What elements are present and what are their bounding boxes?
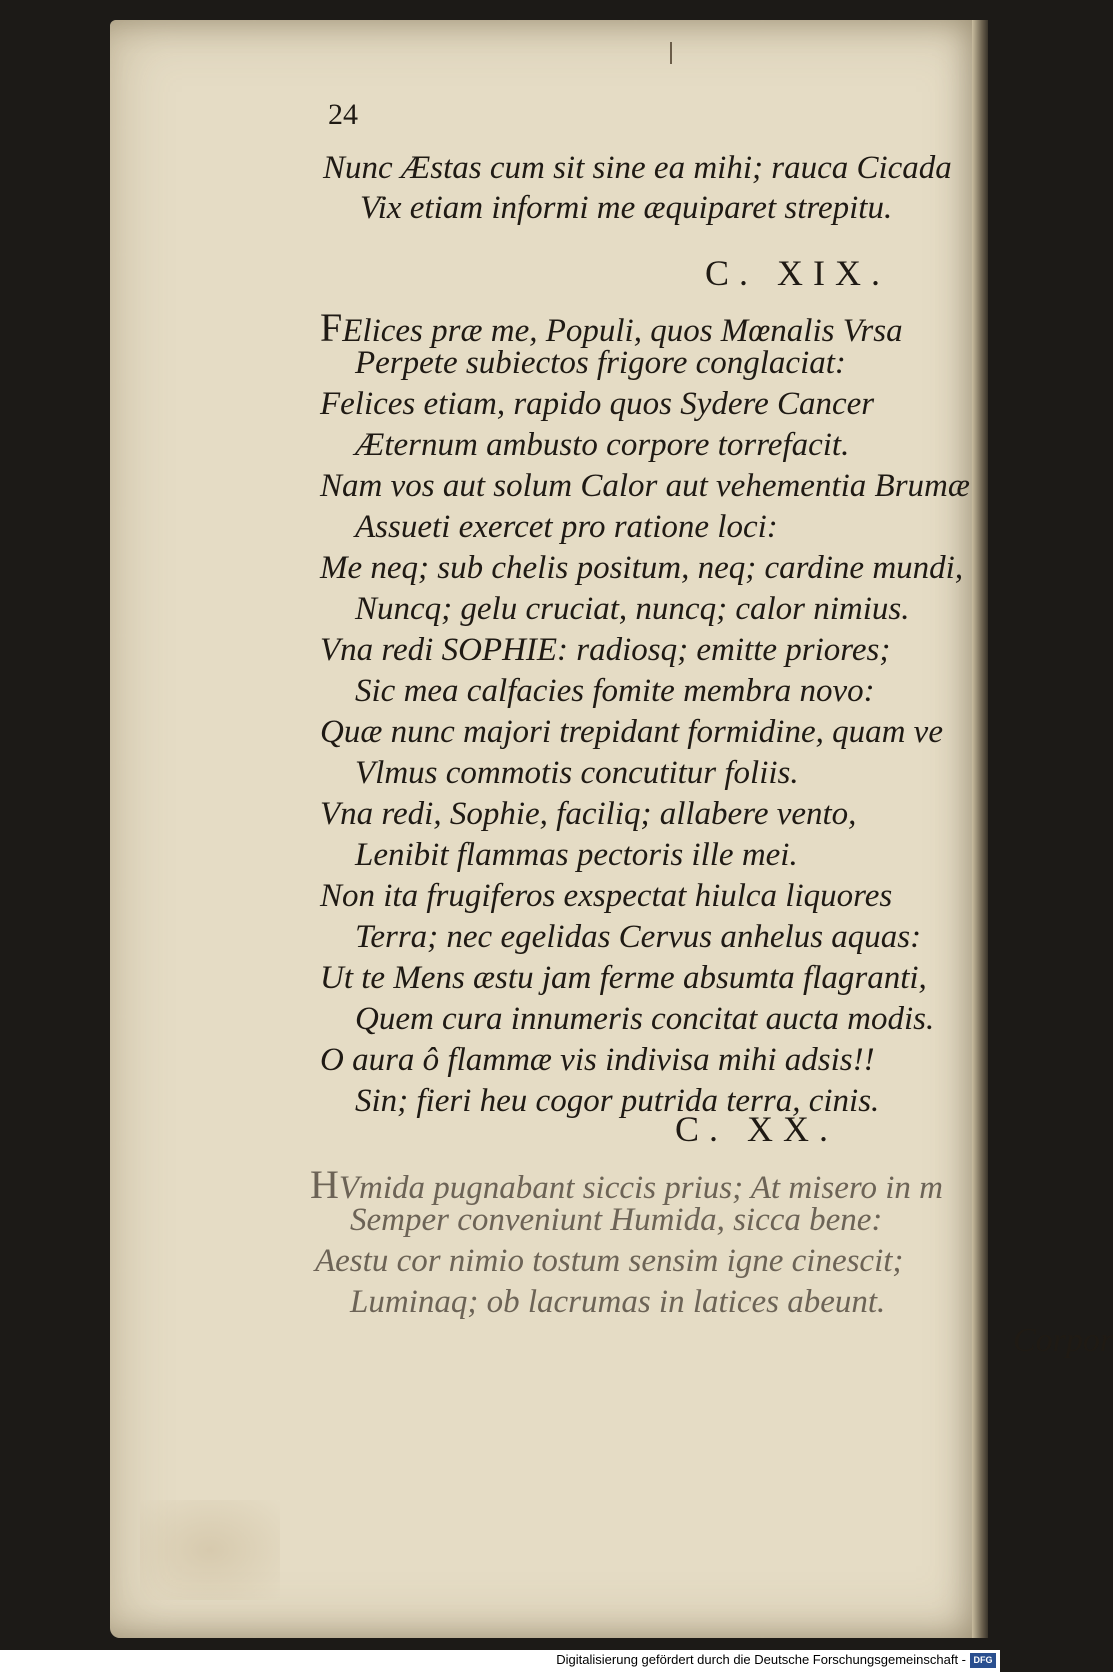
verse-line: Vna redi, Sophie, faciliq; allabere vento, bbox=[320, 796, 857, 832]
verse-line: Nuncq; gelu cruciat, nuncq; calor nimius. bbox=[355, 591, 910, 627]
page-edge-shadow bbox=[972, 20, 988, 1638]
catchword: Corpor bbox=[1013, 1322, 1113, 1359]
verse-line: Nam vos aut solum Calor aut vehementia Brumæ bbox=[320, 468, 970, 504]
verse-line: Non ita frugiferos exspectat hiulca liquores bbox=[320, 878, 893, 914]
footer-credit: Digitalisierung gefördert durch die Deutsche Forschungsgemeinschaft - bbox=[556, 1652, 966, 1667]
verse-text: Elices præ me, Populi, quos Mœnalis Vrsa bbox=[342, 313, 903, 349]
verse-line: Me neq; sub chelis positum, neq; cardine mundi, bbox=[320, 550, 964, 586]
dfg-logo: DFG bbox=[970, 1653, 996, 1668]
paper-stain bbox=[140, 1500, 280, 1600]
verse-line: Vix etiam informi me æquiparet strepitu. bbox=[360, 190, 893, 226]
verse-line: Vlmus commotis concutitur foliis. bbox=[355, 755, 799, 791]
verse-line: Ut te Mens æstu jam ferme absumta flagranti, bbox=[320, 960, 927, 996]
verse-line: Terra; nec egelidas Cervus anhelus aquas: bbox=[355, 919, 922, 955]
verse-line: Aestu cor nimio tostum sensim igne cinescit; bbox=[315, 1243, 904, 1279]
poem-heading-20: C. XX. bbox=[675, 1109, 839, 1149]
verse-line: Semper conveniunt Humida, sicca bene: bbox=[350, 1202, 883, 1238]
verse-line: Nunc Æstas cum sit sine ea mihi; rauca Cicada bbox=[323, 150, 952, 186]
verse-line: Sin; fieri heu cogor putrida terra, cinis. bbox=[355, 1083, 880, 1119]
drop-cap: F bbox=[320, 305, 343, 350]
verse-line: Perpete subiectos frigore conglaciat: bbox=[355, 345, 846, 381]
verse-line-first bbox=[320, 304, 903, 351]
verse-line: Lenibit flammas pectoris ille mei. bbox=[355, 837, 798, 873]
verse-line: Luminaq; ob lacrumas in latices abeunt. bbox=[350, 1284, 886, 1320]
verse-line-first bbox=[310, 1161, 943, 1208]
verse-line: O aura ô flammæ vis indivisa mihi adsis!! bbox=[320, 1042, 875, 1078]
verse-line: Assueti exercet pro ratione loci: bbox=[355, 509, 778, 545]
verse-line: Quæ nunc majori trepidant formidine, quam ve bbox=[320, 714, 943, 750]
verse-line: Vna redi SOPHIE: radiosq; emitte priores; bbox=[320, 632, 891, 668]
verse-text: Vmida pugnabant siccis prius; At misero in m bbox=[338, 1170, 943, 1206]
book-page bbox=[110, 20, 1113, 1638]
gutter-mark bbox=[670, 42, 672, 64]
poem-heading-19: C. XIX. bbox=[705, 253, 890, 293]
page-number: 24 bbox=[328, 98, 358, 131]
verse-line: Æternum ambusto corpore torrefacit. bbox=[355, 427, 850, 463]
drop-cap: H bbox=[310, 1162, 339, 1207]
verse-line: Quem cura innumeris concitat aucta modis. bbox=[355, 1001, 935, 1037]
verse-line: Felices etiam, rapido quos Sydere Cancer bbox=[320, 386, 875, 422]
verse-line: Sic mea calfacies fomite membra novo: bbox=[355, 673, 875, 709]
footer-bar bbox=[0, 1650, 1000, 1672]
